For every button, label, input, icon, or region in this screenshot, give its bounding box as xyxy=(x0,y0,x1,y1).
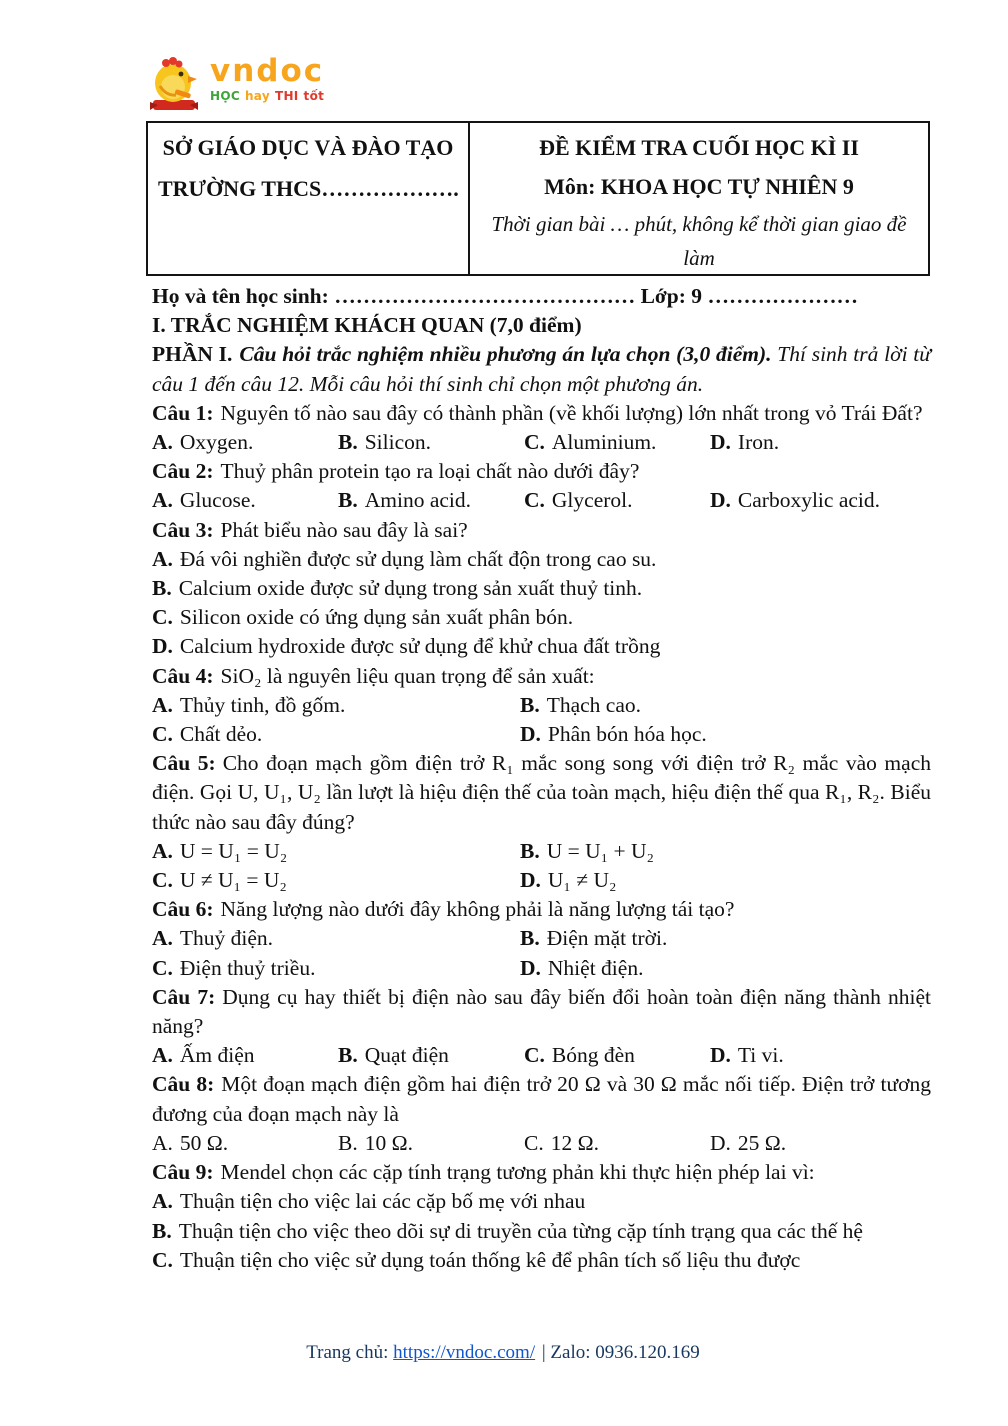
question-3-text: Câu 3: Phát biểu nào sau đây là sai? xyxy=(152,517,468,542)
student-info-line xyxy=(152,282,931,311)
option-b: B. U = U₁ + U₂ xyxy=(520,838,655,863)
option-a: A. Oxygen. xyxy=(152,430,254,455)
question-7-text: Câu 7: Dụng cụ hay thiết bị điện nào sau đây biến đổi hoàn toàn điện năng thành nhiệt năng? xyxy=(152,984,931,1039)
question-9-label: Câu 9: xyxy=(152,1160,214,1185)
class-label: Lớp: 9 xyxy=(640,284,703,308)
question-9-option-b: B. Thuận tiện cho việc theo dõi sự di truyền của từng cặp tính trạng qua các thế hệ xyxy=(152,1218,863,1243)
question-2-text: Câu 2: Thuỷ phân protein tạo ra loại chất nào dưới đây? xyxy=(152,459,640,484)
question-3-option-a: A. Đá vôi nghiền được sử dụng làm chất độn trong cao su. xyxy=(152,546,657,571)
question-5-label: Câu 5: xyxy=(152,751,216,776)
question-1-options xyxy=(152,428,931,457)
exam-subject: Môn: KHOA HỌC TỰ NHIÊN 9 xyxy=(544,174,854,199)
tagline-hoc: HỌC xyxy=(210,89,240,103)
option-c: C. Aluminium. xyxy=(524,430,657,455)
exam-duration-note: Thời gian bài … phút, không kể thời gian giao đề xyxy=(491,212,907,236)
option-d: D. Carboxylic acid. xyxy=(710,488,880,513)
question-9-option-a: A. Thuận tiện cho việc lai các cặp bố mẹ với nhau xyxy=(152,1189,586,1214)
school-name: TRƯỜNG THCS………………. xyxy=(158,176,459,201)
department-name: SỞ GIÁO DỤC VÀ ĐÀO TẠO xyxy=(162,135,454,160)
rooster-mascot-icon xyxy=(150,56,202,116)
option-b: B. Silicon. xyxy=(338,430,432,455)
option-a: A. Ấm điện xyxy=(152,1043,255,1068)
option-c: C. U ≠ U₁ = U₂ xyxy=(152,868,287,893)
tagline-tot: tốt xyxy=(303,89,325,103)
logo-tagline xyxy=(210,89,324,103)
exam-duration-note-cont: làm xyxy=(683,246,715,270)
question-8-text: Câu 8: Một đoạn mạch điện gồm hai điện trở 20 Ω và 30 Ω mắc nối tiếp. Điện trở tương đương của đoạn mạch này là xyxy=(152,1072,931,1126)
page-footer xyxy=(0,1342,1008,1364)
option-b: B. Điện mặt trời. xyxy=(520,926,668,951)
part-1-label: PHẦN I. xyxy=(152,342,233,367)
footer-homepage-label: Trang chủ: xyxy=(306,1342,389,1363)
question-6-text: Câu 6: Năng lượng nào dưới đây không phải là năng lượng tái tạo? xyxy=(152,897,735,922)
option-a: A. Thủy tinh, đồ gốm. xyxy=(152,692,346,717)
option-a: A. Thuỷ điện. xyxy=(152,926,274,951)
tagline-hay: hay xyxy=(244,89,270,103)
part-1-instructions: Thí sinh trả lời từ câu 1 đến câu 12. Mỗi câu hỏi thí sinh chỉ chọn một phương án. xyxy=(152,342,932,396)
option-d: D. Nhiệt điện. xyxy=(520,955,644,980)
option-c: C. Điện thuỷ triều. xyxy=(152,955,316,980)
question-9-text: Câu 9: Mendel chọn các cặp tính trạng tương phản khi thực hiện phép lai vì: xyxy=(152,1160,815,1185)
question-8-label: Câu 8: xyxy=(152,1072,215,1097)
logo-wordmark: vndoc xyxy=(210,53,325,89)
logo-texts xyxy=(210,53,325,103)
question-6-label: Câu 6: xyxy=(152,897,214,922)
question-3-option-b: B. Calcium oxide được sử dụng trong sản xuất thuỷ tinh. xyxy=(152,576,643,601)
part-1-description: Câu hỏi trắc nghiệm nhiều phương án lựa chọn (3,0 điểm). xyxy=(239,342,772,367)
option-b: B. 10 Ω. xyxy=(338,1130,413,1155)
option-d: D. 25 Ω. xyxy=(710,1130,787,1155)
option-b: B. Amino acid. xyxy=(338,488,472,513)
option-a: A. U = U₁ = U₂ xyxy=(152,838,288,863)
question-3-option-c: C. Silicon oxide có ứng dụng sản xuất phân bón. xyxy=(152,605,574,630)
option-d: D. Iron. xyxy=(710,430,780,455)
exam-title: ĐỀ KIỂM TRA CUỐI HỌC KÌ II xyxy=(539,135,859,160)
question-7-label: Câu 7: xyxy=(152,984,216,1009)
question-5-text: Câu 5: Cho đoạn mạch gồm điện trở R₁ mắc song song với điện trở R₂ mắc vào mạch điện. Gọi U, U₁, U₂ lần lượt là hiệu điện thế của toàn mạch, hiệu điện thế qua R₁, R₂. Biểu thức nào sau đây đúng? xyxy=(152,751,931,834)
exam-header-table xyxy=(146,121,930,276)
exam-body xyxy=(152,282,931,1275)
question-1-text: Câu 1: Nguyên tố nào sau đây có thành phần (về khối lượng) lớn nhất trong vỏ Trái Đất? xyxy=(152,400,923,425)
option-b: B. Thạch cao. xyxy=(520,692,642,717)
tagline-thi: THI xyxy=(274,89,299,103)
student-name-dots: …………………………………… xyxy=(334,284,636,308)
question-1-label: Câu 1: xyxy=(152,400,214,425)
option-a: A. 50 Ω. xyxy=(152,1130,229,1155)
option-d: D. Phân bón hóa học. xyxy=(520,722,707,747)
option-d: D. Ti vi. xyxy=(710,1043,784,1068)
option-c: C. Bóng đèn xyxy=(524,1043,635,1068)
exam-title-cell xyxy=(470,123,928,274)
question-3-option-d: D. Calcium hydroxide được sử dụng để khử chua đất trồng xyxy=(152,634,661,659)
section-1-title: I. TRẮC NGHIỆM KHÁCH QUAN (7,0 điểm) xyxy=(152,313,582,338)
option-d: D. U₁ ≠ U₂ xyxy=(520,868,617,893)
option-c: C. Glycerol. xyxy=(524,488,633,513)
part-1-intro xyxy=(152,340,931,398)
option-c: C. 12 Ω. xyxy=(524,1130,599,1155)
option-c: C. Chất dẻo. xyxy=(152,722,263,747)
question-5-options xyxy=(152,837,931,895)
question-6-options xyxy=(152,924,931,982)
question-4-label: Câu 4: xyxy=(152,663,214,688)
question-4-text: Câu 4: SiO₂ là nguyên liệu quan trọng để sản xuất: xyxy=(152,663,595,688)
question-4-options xyxy=(152,691,931,749)
question-7-options xyxy=(152,1041,931,1070)
footer-zalo-info: | Zalo: 0936.120.169 xyxy=(541,1342,700,1363)
option-a: A. Glucose. xyxy=(152,488,256,513)
vndoc-logo xyxy=(150,53,325,116)
option-b: B. Quạt điện xyxy=(338,1043,449,1068)
footer-homepage-link[interactable]: https://vndoc.com/ xyxy=(393,1342,536,1363)
question-3-label: Câu 3: xyxy=(152,517,214,542)
class-dots: ………………… xyxy=(707,284,858,308)
issuing-authority-cell xyxy=(148,123,470,274)
question-9-option-c: C. Thuận tiện cho việc sử dụng toán thống kê để phân tích số liệu thu được xyxy=(152,1247,801,1272)
question-2-label: Câu 2: xyxy=(152,459,214,484)
question-8-options xyxy=(152,1129,931,1158)
question-2-options xyxy=(152,486,931,515)
student-name-label: Họ và tên học sinh: xyxy=(152,284,329,308)
